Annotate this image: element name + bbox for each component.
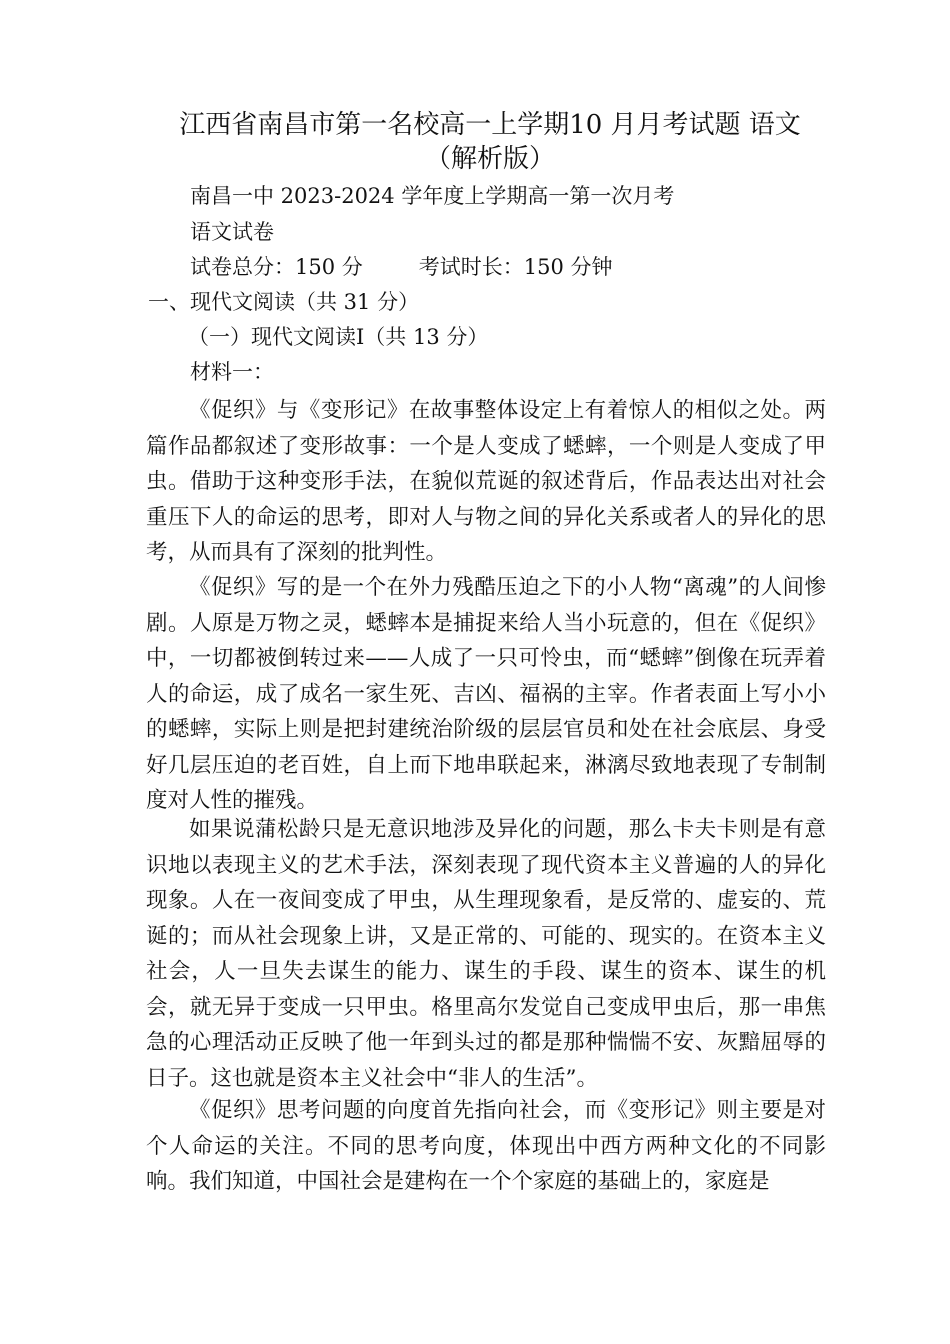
paper-name: 语文试卷 [190, 220, 274, 244]
section-heading: 一、现代文阅读（共 31 分） [148, 290, 420, 314]
exam-info-line [190, 253, 613, 281]
material-label: 材料一： [190, 360, 274, 384]
document-title: 江西省南昌市第一名校高一上学期10 月月考试题 语文 [179, 110, 801, 140]
body-paragraph: 《促织》思考问题的向度首先指向社会，而《变形记》则主要是对个人命运的关注。不同的思考向度，体现出中西方两种文化的不同影响。我们知道，中国社会是建构在一个个家庭的基础上的，家庭是 [146, 1098, 826, 1194]
exam-duration: 考试时长：150 分钟 [418, 255, 613, 279]
document-subtitle: （解析版） [424, 144, 555, 174]
subsection-heading: （一）现代文阅读Ⅰ（共 13 分） [188, 325, 489, 349]
total-score: 试卷总分：150 分 [190, 255, 363, 279]
body-paragraph: 如果说蒲松龄只是无意识地涉及异化的问题，那么卡夫卡则是有意识地以表现主义的艺术手法，深刻表现了现代资本主义普遍的人的异化现象。人在一夜间变成了甲虫，从生理现象看，是反常的、虚妄的、荒诞的；而从社会现象上讲，又是正常的、可能的、现实的。在资本主义社会，人一旦失去谋生的能力、谋生的手段、谋生的资本、谋生的机会，就无异于变成一只甲虫。格里高尔发觉自己变成甲虫后，那一串焦急的心理活动正反映了他一年到头过的都是那种惴惴不安、灰黯屈辱的日子。这也就是资本主义社会中“非人的生活”。 [146, 817, 826, 1091]
body-paragraph: 《促织》写的是一个在外力残酷压迫之下的小人物“离魂”的人间惨剧。人原是万物之灵，蟋蟀本是捕捉来给人当小玩意的，但在《促织》中，一切都被倒转过来——人成了一只可怜虫，而“蟋蟀”倒像在玩弄着人的命运，成了成名一家生死、吉凶、福祸的主宰。作者表面上写小小的蟋蟀，实际上则是把封建统治阶级的层层官员和处在社会底层、身受好几层压迫的老百姓，自上而下地串联起来，淋漓尽致地表现了专制制度对人性的摧残。 [146, 575, 826, 813]
exam-name: 南昌一中 2023-2024 学年度上学期高一第一次月考 [190, 184, 675, 208]
body-paragraph: 《促织》与《变形记》在故事整体设定上有着惊人的相似之处。两篇作品都叙述了变形故事：一个是人变成了蟋蟀，一个则是人变成了甲虫。借助于这种变形手法，在貌似荒诞的叙述背后，作品表达出对社会重压下人的命运的思考，即对人与物之间的异化关系或者人的异化的思考，从而具有了深刻的批判性。 [146, 398, 826, 565]
